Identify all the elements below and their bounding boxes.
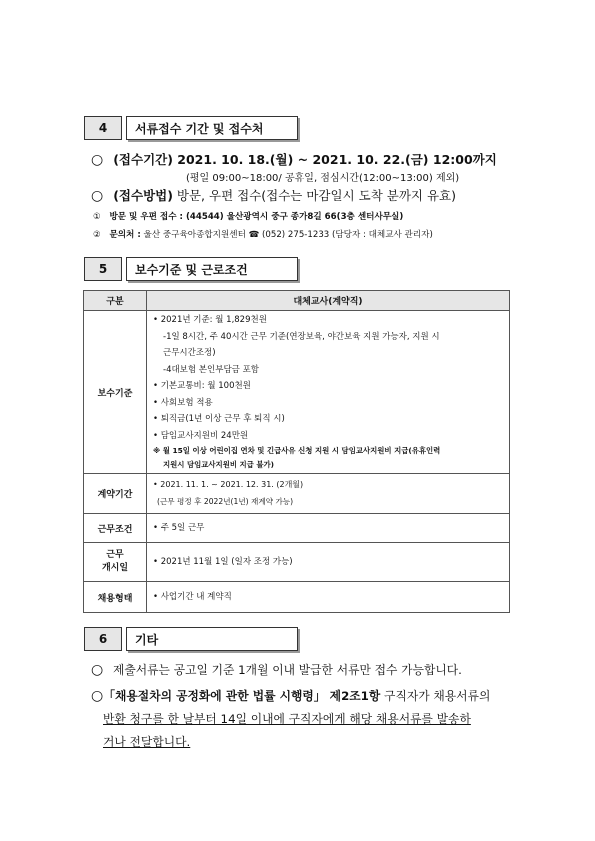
- pay-line: • 기본교통비: 월 100천원: [153, 381, 251, 391]
- period-note: (평일 09:00~18:00/ 공휴일, 점심시간(12:00~13:00) 제외): [186, 173, 460, 184]
- table-row-contract: [84, 474, 510, 514]
- type-text: • 사업기간 내 계약직: [153, 591, 232, 602]
- contract-line2: (근무 평정 후 2022년(1년) 재계약 가능): [157, 496, 294, 506]
- pay-line: • 2021년 기준: 월 1,829천원: [153, 315, 267, 325]
- other-item-2-marker: ○: [91, 688, 104, 704]
- pay-label: 보수기준: [84, 311, 147, 474]
- method-row: [91, 186, 456, 204]
- pay-note-line1: ※ 월 15일 이상 어린이집 연차 및 긴급사유 신청 지원 시 담임교사지원비 지급(유휴인력: [153, 446, 441, 455]
- start-label-line2: 개시일: [101, 563, 129, 573]
- method-marker: ○: [91, 188, 104, 204]
- visit-marker: ①: [93, 212, 101, 222]
- other-item-1-text: 제출서류는 공고일 기준 1개월 이내 발급한 서류만 접수 가능합니다.: [112, 663, 462, 677]
- pay-line: • 퇴직금(1년 이상 근무 후 퇴직 시): [153, 414, 285, 424]
- table-row-type: [84, 582, 510, 613]
- table-row-start: [84, 543, 510, 582]
- period-marker: ○: [91, 152, 104, 168]
- section-6-title: 기타: [126, 627, 298, 651]
- table-row-work: [84, 514, 510, 543]
- section-5-number: 5: [84, 257, 122, 281]
- pay-cell: [147, 311, 510, 474]
- other-item-2: [91, 687, 490, 704]
- contact-label: 문의처 :: [109, 230, 141, 240]
- pay-line: 근무시간조정): [163, 348, 216, 358]
- work-label: 근무조건: [84, 514, 147, 543]
- start-label-line1: 근무: [106, 550, 124, 560]
- other-item-1: [91, 661, 462, 678]
- pay-line: -4대보험 본인부담금 포함: [163, 364, 259, 375]
- section-6-number: 6: [84, 627, 122, 651]
- pay-line: -1일 8시간, 주 40시간 근무 기준(연장보육, 야간보육 지원 가능자, 지원 시: [163, 331, 440, 342]
- work-text: • 주 5일 근무: [153, 522, 205, 533]
- contact-row: [93, 228, 433, 240]
- section-4-title: 서류접수 기간 및 접수처: [126, 116, 298, 140]
- contact-text: 울산 중구육아종합지원센터 ☎ (052) 275-1233 (담당자 : 대체교사 관리자): [140, 230, 433, 240]
- table-header-row: [84, 291, 510, 311]
- type-cell: [147, 582, 510, 613]
- work-cell: [147, 514, 510, 543]
- other-item-1-marker: ○: [91, 662, 104, 678]
- method-label: (접수방법): [113, 188, 173, 203]
- section-5-title: 보수기준 및 근로조건: [126, 257, 298, 281]
- other-item-2-line3: 거나 전달합니다.: [103, 735, 191, 749]
- table-row-pay: [84, 311, 510, 474]
- period-row: [91, 150, 497, 168]
- pay-note-line2: 지원시 담임교사지원비 지급 불가): [163, 460, 275, 469]
- contract-cell: [147, 474, 510, 514]
- pay-line: • 담임교사지원비 24만원: [153, 430, 249, 441]
- contract-label: 계약기간: [84, 474, 147, 514]
- contract-line1: • 2021. 11. 1. ~ 2021. 12. 31. (2개월): [153, 480, 304, 489]
- pay-line: • 사회보험 적용: [153, 397, 213, 408]
- start-cell: [147, 543, 510, 582]
- other-item-2-line2: 반환 청구를 한 날부터 14일 이내에 구직자에게 해당 채용서류를 발송하: [103, 712, 471, 726]
- visit-text: 방문 및 우편 접수 : (44544) 울산광역시 중구 종가8길 66(3층 센터사무실): [109, 212, 404, 222]
- section-4-number: 4: [84, 116, 122, 140]
- visit-row: [93, 210, 403, 222]
- other-item-2-law: 「채용절차의 공정화에 관한 법률 시행령」 제2조1항: [103, 689, 381, 703]
- other-item-2-text: 구직자가 채용서류의: [380, 689, 491, 703]
- start-text: • 2021년 11월 1일 (일자 조정 가능): [153, 556, 293, 567]
- header-substitute-teacher: 대체교사(계약직): [147, 291, 510, 311]
- type-label: 채용형태: [84, 582, 147, 613]
- header-category: 구분: [84, 291, 147, 311]
- contact-marker: ②: [93, 230, 101, 240]
- start-label: [84, 543, 147, 582]
- period-text: (접수기간) 2021. 10. 18.(월) ~ 2021. 10. 22.(금) 12:00까지: [113, 152, 497, 167]
- method-text: 방문, 우편 접수(접수는 마감일시 도착 분까지 유효): [172, 188, 456, 203]
- conditions-table: [83, 290, 510, 613]
